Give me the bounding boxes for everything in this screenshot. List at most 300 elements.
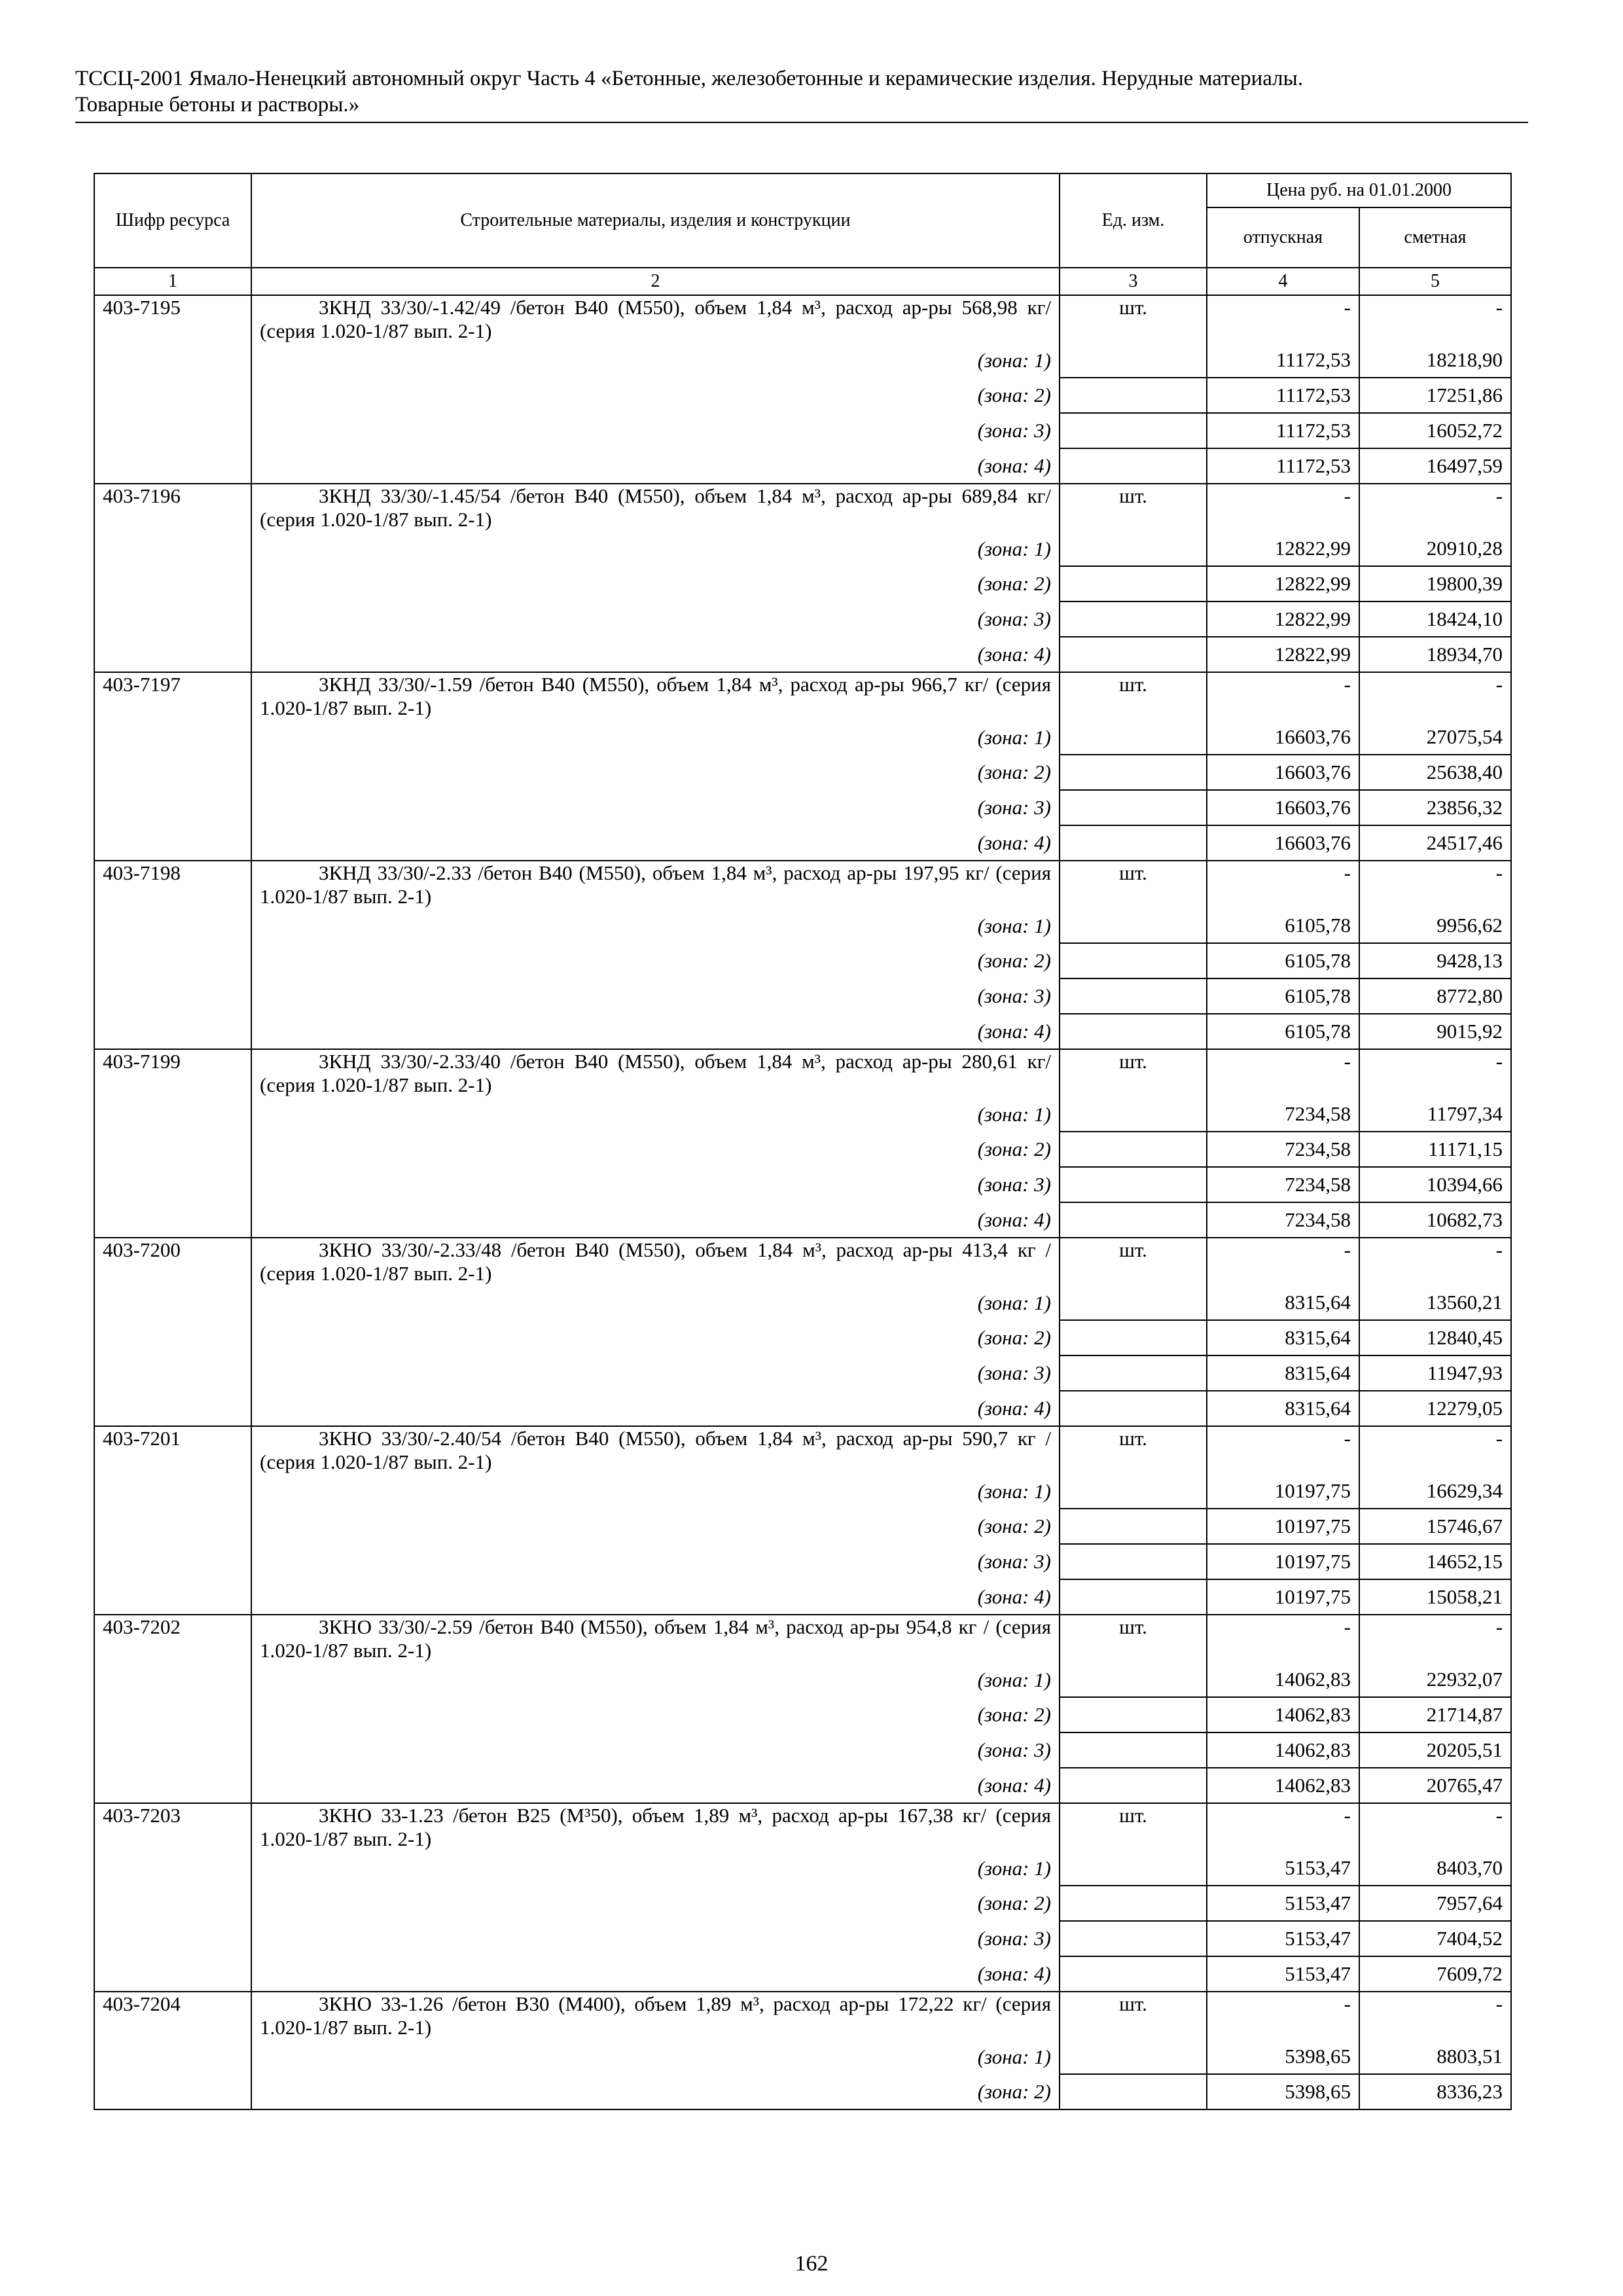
empty-cell [94,566,251,601]
zone-label: (зона: 3) [251,790,1060,825]
empty-cell [94,1921,251,1956]
price-table [94,173,1512,2110]
release-price: - [1207,295,1359,343]
empty-cell [1060,1509,1207,1544]
empty-cell [1060,1768,1207,1803]
empty-cell [94,1167,251,1202]
empty-cell [94,1544,251,1579]
zone-estimate-price: 8772,80 [1359,978,1511,1014]
zone-release-price: 8315,64 [1207,1391,1359,1426]
resource-code: 403-7204 [94,1992,251,2039]
zone-estimate-price: 9428,13 [1359,943,1511,978]
col-number: 1 [94,268,251,295]
zone-estimate-price: 12279,05 [1359,1391,1511,1426]
empty-cell [1060,1851,1207,1886]
zone-estimate-price: 22932,07 [1359,1662,1511,1697]
item-description: 3КНД 33/30/-2.33/40 /бетон В40 (М550), объем 1,84 м³, расход ар-ры 280,61 кг/ (серия 1.020-1/87 вып. 2-1) [251,1049,1060,1097]
zone-row [94,601,1511,637]
zone-label: (зона: 2) [251,943,1060,978]
zone-row [94,1097,1511,1132]
estimate-price: - [1359,1992,1511,2039]
zone-row [94,1014,1511,1049]
col-header-release-price: отпускная [1207,207,1359,268]
empty-cell [1060,1921,1207,1956]
empty-cell [1060,1167,1207,1202]
col-number: 3 [1060,268,1207,295]
table-row [94,861,1511,908]
header-divider [75,122,1528,123]
empty-cell [94,943,251,978]
empty-cell [94,790,251,825]
zone-estimate-price: 10394,66 [1359,1167,1511,1202]
release-price: - [1207,672,1359,720]
col-number: 5 [1359,268,1511,295]
header-line-2: Товарные бетоны и растворы.» [75,93,360,117]
empty-cell [94,1509,251,1544]
item-description: 3КНО 33/30/-2.40/54 /бетон В40 (М550), объем 1,84 м³, расход ар-ры 590,7 кг / (серия 1.020-1/87 вып. 2-1) [251,1426,1060,1474]
col-header-unit: Ед. изм. [1060,173,1207,268]
item-description: 3КНО 33-1.23 /бетон В25 (М³50), объем 1,89 м³, расход ар-ры 167,38 кг/ (серия 1.020-1/87 вып. 2-1) [251,1803,1060,1851]
estimate-price: - [1359,1238,1511,1285]
release-price: - [1207,1426,1359,1474]
zone-estimate-price: 8803,51 [1359,2039,1511,2074]
empty-cell [94,1391,251,1426]
empty-cell [1060,1285,1207,1320]
empty-cell [1060,978,1207,1014]
zone-estimate-price: 8336,23 [1359,2074,1511,2109]
zone-estimate-price: 18934,70 [1359,637,1511,672]
table-row [94,1238,1511,1285]
zone-label: (зона: 4) [251,1956,1060,1992]
resource-code: 403-7199 [94,1049,251,1097]
empty-cell [94,601,251,637]
zone-row [94,2039,1511,2074]
zone-release-price: 14062,83 [1207,1697,1359,1732]
zone-estimate-price: 23856,32 [1359,790,1511,825]
resource-code: 403-7200 [94,1238,251,1285]
empty-cell [94,1768,251,1803]
zone-label: (зона: 1) [251,1474,1060,1509]
zone-label: (зона: 3) [251,1921,1060,1956]
zone-release-price: 11172,53 [1207,378,1359,413]
zone-estimate-price: 14652,15 [1359,1544,1511,1579]
zone-release-price: 12822,99 [1207,637,1359,672]
zone-row [94,566,1511,601]
zone-label: (зона: 2) [251,1132,1060,1167]
zone-label: (зона: 1) [251,1662,1060,1697]
zone-release-price: 7234,58 [1207,1097,1359,1132]
zone-row [94,1355,1511,1391]
zone-release-price: 10197,75 [1207,1544,1359,1579]
zone-release-price: 5398,65 [1207,2039,1359,2074]
zone-release-price: 14062,83 [1207,1732,1359,1768]
empty-cell [1060,1391,1207,1426]
item-description: 3КНО 33-1.26 /бетон В30 (М400), объем 1,89 м³, расход ар-ры 172,22 кг/ (серия 1.020-1/87 вып. 2-1) [251,1992,1060,2039]
zone-release-price: 5153,47 [1207,1886,1359,1921]
zone-release-price: 6105,78 [1207,908,1359,943]
zone-release-price: 7234,58 [1207,1167,1359,1202]
zone-estimate-price: 11171,15 [1359,1132,1511,1167]
zone-row [94,1320,1511,1355]
resource-code: 403-7196 [94,484,251,531]
zone-label: (зона: 3) [251,978,1060,1014]
estimate-price: - [1359,295,1511,343]
zone-estimate-price: 20205,51 [1359,1732,1511,1768]
zone-estimate-price: 12840,45 [1359,1320,1511,1355]
zone-estimate-price: 20910,28 [1359,531,1511,566]
zone-estimate-price: 19800,39 [1359,566,1511,601]
zone-label: (зона: 4) [251,825,1060,861]
empty-cell [1060,448,1207,484]
empty-cell [1060,531,1207,566]
zone-label: (зона: 2) [251,566,1060,601]
release-price: - [1207,861,1359,908]
empty-cell [94,413,251,448]
zone-row [94,720,1511,755]
zone-label: (зона: 4) [251,1014,1060,1049]
empty-cell [1060,1320,1207,1355]
zone-label: (зона: 1) [251,1097,1060,1132]
zone-row [94,978,1511,1014]
col-number: 4 [1207,268,1359,295]
zone-release-price: 14062,83 [1207,1768,1359,1803]
empty-cell [94,1579,251,1615]
item-unit: шт. [1060,672,1207,720]
release-price: - [1207,1803,1359,1851]
estimate-price: - [1359,1615,1511,1662]
empty-cell [1060,1544,1207,1579]
estimate-price: - [1359,672,1511,720]
zone-row [94,2074,1511,2109]
zone-label: (зона: 2) [251,1509,1060,1544]
empty-cell [94,1355,251,1391]
empty-cell [94,1732,251,1768]
table-row [94,1615,1511,1662]
empty-cell [94,720,251,755]
empty-cell [1060,1886,1207,1921]
zone-row [94,755,1511,790]
col-header-materials: Строительные материалы, изделия и конструкции [251,173,1060,268]
empty-cell [94,908,251,943]
zone-release-price: 8315,64 [1207,1320,1359,1355]
empty-cell [1060,1202,1207,1238]
zone-estimate-price: 10682,73 [1359,1202,1511,1238]
item-description: 3КНД 33/30/-1.45/54 /бетон В40 (М550), объем 1,84 м³, расход ар-ры 689,84 кг/ (серия 1.020-1/87 вып. 2-1) [251,484,1060,531]
resource-code: 403-7198 [94,861,251,908]
empty-cell [1060,1956,1207,1992]
zone-row [94,1285,1511,1320]
zone-release-price: 12822,99 [1207,531,1359,566]
table-row [94,672,1511,720]
zone-label: (зона: 3) [251,1544,1060,1579]
zone-release-price: 12822,99 [1207,601,1359,637]
item-description: 3КНД 33/30/-2.33 /бетон В40 (М550), объем 1,84 м³, расход ар-ры 197,95 кг/ (серия 1.020-1/87 вып. 2-1) [251,861,1060,908]
empty-cell [1060,908,1207,943]
zone-release-price: 12822,99 [1207,566,1359,601]
estimate-price: - [1359,861,1511,908]
header-line-1: ТССЦ-2001 Ямало-Ненецкий автономный округ Часть 4 «Бетонные, железобетонные и керамические изделия. Нерудные материалы. [75,67,1304,90]
empty-cell [1060,1014,1207,1049]
zone-label: (зона: 1) [251,720,1060,755]
zone-release-price: 7234,58 [1207,1132,1359,1167]
estimate-price: - [1359,1803,1511,1851]
zone-release-price: 8315,64 [1207,1285,1359,1320]
zone-label: (зона: 3) [251,1167,1060,1202]
zone-estimate-price: 18424,10 [1359,601,1511,637]
col-header-estimate-price: сметная [1359,207,1511,268]
release-price: - [1207,1238,1359,1285]
resource-code: 403-7203 [94,1803,251,1851]
page-number: 162 [794,2251,829,2276]
empty-cell [1060,2039,1207,2074]
empty-cell [94,2039,251,2074]
table-body [94,295,1511,2109]
empty-cell [94,1285,251,1320]
zone-release-price: 5398,65 [1207,2074,1359,2109]
zone-release-price: 5153,47 [1207,1956,1359,1992]
resource-code: 403-7201 [94,1426,251,1474]
zone-release-price: 11172,53 [1207,413,1359,448]
zone-label: (зона: 3) [251,601,1060,637]
empty-cell [94,1474,251,1509]
zone-label: (зона: 4) [251,637,1060,672]
zone-estimate-price: 15058,21 [1359,1579,1511,1615]
empty-cell [1060,1662,1207,1697]
estimate-price: - [1359,1426,1511,1474]
empty-cell [1060,1355,1207,1391]
zone-label: (зона: 2) [251,378,1060,413]
zone-release-price: 16603,76 [1207,825,1359,861]
zone-row [94,378,1511,413]
table-row [94,1992,1511,2039]
zone-label: (зона: 3) [251,413,1060,448]
empty-cell [1060,343,1207,378]
zone-release-price: 7234,58 [1207,1202,1359,1238]
empty-cell [1060,601,1207,637]
zone-estimate-price: 8403,70 [1359,1851,1511,1886]
table-row [94,1803,1511,1851]
zone-estimate-price: 16497,59 [1359,448,1511,484]
release-price: - [1207,1992,1359,2039]
table-row [94,1049,1511,1097]
item-unit: шт. [1060,1615,1207,1662]
zone-estimate-price: 21714,87 [1359,1697,1511,1732]
zone-label: (зона: 2) [251,2074,1060,2109]
zone-label: (зона: 4) [251,1768,1060,1803]
zone-row [94,448,1511,484]
zone-estimate-price: 11947,93 [1359,1355,1511,1391]
zone-estimate-price: 18218,90 [1359,343,1511,378]
zone-label: (зона: 2) [251,1886,1060,1921]
empty-cell [94,1202,251,1238]
empty-cell [94,1097,251,1132]
empty-cell [94,1886,251,1921]
empty-cell [94,825,251,861]
zone-release-price: 10197,75 [1207,1474,1359,1509]
zone-row [94,1851,1511,1886]
empty-cell [1060,755,1207,790]
item-unit: шт. [1060,1238,1207,1285]
zone-estimate-price: 27075,54 [1359,720,1511,755]
empty-cell [1060,1697,1207,1732]
empty-cell [94,1956,251,1992]
empty-cell [94,343,251,378]
zone-release-price: 11172,53 [1207,448,1359,484]
zone-row [94,343,1511,378]
item-unit: шт. [1060,1426,1207,1474]
zone-row [94,1474,1511,1509]
resource-code: 403-7197 [94,672,251,720]
empty-cell [94,1851,251,1886]
col-header-price-group: Цена руб. на 01.01.2000 [1207,173,1511,207]
empty-cell [94,637,251,672]
zone-row [94,1921,1511,1956]
estimate-price: - [1359,1049,1511,1097]
empty-cell [1060,720,1207,755]
zone-label: (зона: 1) [251,531,1060,566]
zone-estimate-price: 7609,72 [1359,1956,1511,1992]
zone-row [94,825,1511,861]
zone-estimate-price: 11797,34 [1359,1097,1511,1132]
zone-row [94,1768,1511,1803]
zone-label: (зона: 1) [251,1285,1060,1320]
zone-label: (зона: 4) [251,448,1060,484]
zone-release-price: 6105,78 [1207,978,1359,1014]
zone-release-price: 16603,76 [1207,755,1359,790]
zone-estimate-price: 16629,34 [1359,1474,1511,1509]
item-description: 3КНД 33/30/-1.59 /бетон В40 (М550), объем 1,84 м³, расход ар-ры 966,7 кг/ (серия 1.020-1/87 вып. 2-1) [251,672,1060,720]
empty-cell [94,1662,251,1697]
zone-estimate-price: 17251,86 [1359,378,1511,413]
zone-estimate-price: 15746,67 [1359,1509,1511,1544]
item-unit: шт. [1060,484,1207,531]
empty-cell [94,1132,251,1167]
table-row [94,295,1511,343]
empty-cell [1060,1579,1207,1615]
empty-cell [1060,566,1207,601]
release-price: - [1207,1615,1359,1662]
zone-label: (зона: 4) [251,1391,1060,1426]
zone-release-price: 5153,47 [1207,1921,1359,1956]
zone-release-price: 5153,47 [1207,1851,1359,1886]
zone-label: (зона: 4) [251,1202,1060,1238]
zone-estimate-price: 16052,72 [1359,413,1511,448]
zone-label: (зона: 2) [251,755,1060,790]
empty-cell [94,2074,251,2109]
col-number: 2 [251,268,1060,295]
zone-row [94,413,1511,448]
zone-estimate-price: 24517,46 [1359,825,1511,861]
zone-release-price: 16603,76 [1207,790,1359,825]
zone-label: (зона: 3) [251,1355,1060,1391]
empty-cell [94,1014,251,1049]
zone-release-price: 6105,78 [1207,943,1359,978]
zone-row [94,1662,1511,1697]
item-unit: шт. [1060,1049,1207,1097]
empty-cell [1060,378,1207,413]
empty-cell [1060,2074,1207,2109]
zone-estimate-price: 7404,52 [1359,1921,1511,1956]
zone-row [94,1544,1511,1579]
zone-row [94,943,1511,978]
empty-cell [94,531,251,566]
empty-cell [94,448,251,484]
zone-label: (зона: 1) [251,343,1060,378]
empty-cell [94,1320,251,1355]
zone-release-price: 10197,75 [1207,1579,1359,1615]
zone-estimate-price: 20765,47 [1359,1768,1511,1803]
zone-row [94,1697,1511,1732]
item-description: 3КНО 33/30/-2.59 /бетон В40 (М550), объем 1,84 м³, расход ар-ры 954,8 кг / (серия 1.020-1/87 вып. 2-1) [251,1615,1060,1662]
resource-code: 403-7202 [94,1615,251,1662]
empty-cell [1060,1132,1207,1167]
empty-cell [1060,413,1207,448]
zone-row [94,1391,1511,1426]
zone-row [94,1886,1511,1921]
zone-release-price: 8315,64 [1207,1355,1359,1391]
zone-label: (зона: 4) [251,1579,1060,1615]
zone-row [94,1202,1511,1238]
empty-cell [1060,1474,1207,1509]
item-description: 3КНО 33/30/-2.33/48 /бетон В40 (М550), объем 1,84 м³, расход ар-ры 413,4 кг / (серия 1.020-1/87 вып. 2-1) [251,1238,1060,1285]
item-unit: шт. [1060,861,1207,908]
empty-cell [94,378,251,413]
zone-label: (зона: 1) [251,908,1060,943]
zone-row [94,1579,1511,1615]
zone-release-price: 6105,78 [1207,1014,1359,1049]
zone-row [94,1732,1511,1768]
resource-code: 403-7195 [94,295,251,343]
empty-cell [1060,1097,1207,1132]
empty-cell [94,755,251,790]
empty-cell [94,1697,251,1732]
zone-estimate-price: 9015,92 [1359,1014,1511,1049]
zone-label: (зона: 1) [251,2039,1060,2074]
zone-estimate-price: 13560,21 [1359,1285,1511,1320]
empty-cell [1060,943,1207,978]
zone-row [94,637,1511,672]
zone-release-price: 11172,53 [1207,343,1359,378]
item-description: 3КНД 33/30/-1.42/49 /бетон В40 (М550), объем 1,84 м³, расход ар-ры 568,98 кг/ (серия 1.020-1/87 вып. 2-1) [251,295,1060,343]
zone-row [94,908,1511,943]
zone-release-price: 10197,75 [1207,1509,1359,1544]
release-price: - [1207,1049,1359,1097]
zone-row [94,531,1511,566]
item-unit: шт. [1060,1803,1207,1851]
table-row [94,484,1511,531]
zone-row [94,1132,1511,1167]
zone-label: (зона: 2) [251,1697,1060,1732]
zone-row [94,790,1511,825]
col-header-code: Шифр ресурса [94,173,251,268]
zone-label: (зона: 2) [251,1320,1060,1355]
release-price: - [1207,484,1359,531]
item-unit: шт. [1060,295,1207,343]
zone-estimate-price: 25638,40 [1359,755,1511,790]
empty-cell [1060,790,1207,825]
empty-cell [94,978,251,1014]
zone-label: (зона: 3) [251,1732,1060,1768]
estimate-price: - [1359,484,1511,531]
empty-cell [1060,637,1207,672]
zone-estimate-price: 9956,62 [1359,908,1511,943]
empty-cell [1060,825,1207,861]
zone-row [94,1509,1511,1544]
zone-row [94,1956,1511,1992]
zone-label: (зона: 1) [251,1851,1060,1886]
table-row [94,1426,1511,1474]
document-header [75,65,1528,118]
